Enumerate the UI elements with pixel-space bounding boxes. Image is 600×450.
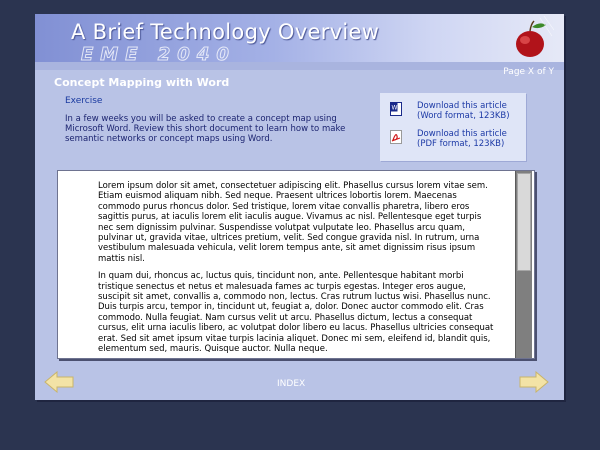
- article-content-panel: [57, 170, 535, 359]
- svg-text:W: W: [391, 104, 398, 112]
- header-subtitle: EME 2040: [81, 44, 236, 62]
- header-strip: [35, 62, 564, 70]
- article-text: [98, 181, 498, 362]
- footer-nav: [35, 369, 564, 400]
- download-pdf-line2: (PDF format, 123KB): [417, 139, 505, 149]
- download-panel: [380, 93, 526, 161]
- arrow-right-icon[interactable]: [519, 371, 549, 393]
- vertical-scrollbar[interactable]: [515, 171, 532, 358]
- section-title: Concept Mapping with Word: [54, 76, 230, 89]
- main-window: [35, 14, 564, 400]
- word-document-icon: [390, 102, 402, 116]
- page-indicator: Page X of Y: [503, 67, 554, 77]
- download-word-line1: Download this article: [417, 101, 507, 111]
- intro-text: In a few weeks you will be asked to create a concept map using Microsoft Word. Review this short document to learn how to make semantic networks or concept maps using Word.: [65, 114, 346, 144]
- exercise-label: Exercise: [65, 96, 103, 106]
- article-paragraph: Lorem ipsum dolor sit amet, consectetuer adipiscing elit. Phasellus cursus lorem vitae sem. Etiam euismod aliquam nibh. Sed neque. Praesent ultrices lobortis lorem. Maecenas commodo purus rhoncus dolor. Sed tristique, lorem vitae convallis pharetra, libero eros sagittis purus, at iaculis lorem elit iaculis augue. Vivamus ac nisl. Pellentesque eget turpis nec sem dignissim pulvinar. Suspendisse volutpat vulputate leo. Phasellus arcu quam, pulvinar ut, gravida vitae, ultrices pretium, velit. Sed congue gravida nisl. In rutrum, urna vestibulum malesuada vehicula, velit lorem tempus ante, sit amet dignissim risus ipsum mattis nisl.: [98, 181, 488, 264]
- apple-icon: [504, 16, 554, 62]
- scrollbar-thumb[interactable]: [517, 173, 531, 271]
- header-title: A Brief Technology Overview: [71, 20, 380, 44]
- index-link[interactable]: INDEX: [277, 379, 306, 389]
- pdf-document-icon: [390, 130, 402, 144]
- download-pdf-line1: Download this article: [417, 129, 507, 139]
- article-paragraph: In quam dui, rhoncus ac, luctus quis, tincidunt non, ante. Pellentesque habitant morbi tristique senectus et netus et malesuada fames ac turpis egestas. Integer eros augue, suscipit sit amet, convallis a, commodo non, lectus. Cras rutrum luctus wisi. Phasellus nunc. Duis turpis arcu, tempor in, tincidunt ut, feugiat a, dolor. Donec auctor commodo elit. Cras commodo. Nulla feugiat. Nam cursus velit ut arcu. Phasellus dictum, lectus a consequat cursus, elit urna iaculis libero, ac volutpat dolor libero eu lacus. Phasellus ultricies consequat erat. Sed sit amet ipsum vitae turpis lacinia aliquet. Donec mi sem, eleifend id, blandit quis, elementum sed, mauris. Quisque auctor. Nulla neque.: [98, 271, 494, 355]
- arrow-left-icon[interactable]: [44, 371, 74, 393]
- download-word-line2: (Word format, 123KB): [417, 111, 510, 121]
- header-banner: [35, 14, 564, 62]
